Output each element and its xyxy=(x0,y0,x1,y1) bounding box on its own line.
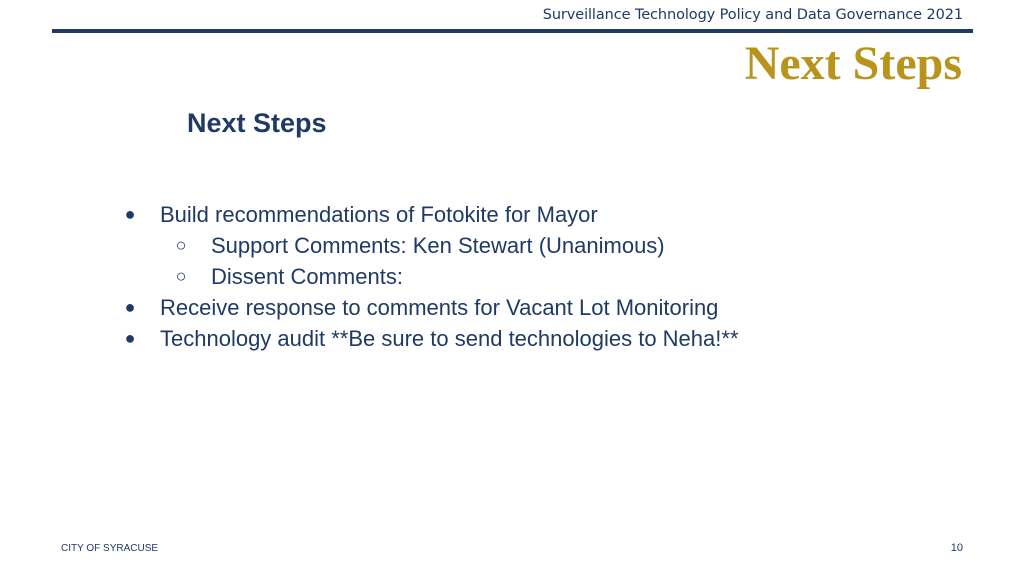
footer-organization: CITY OF SYRACUSE xyxy=(61,543,159,554)
list-item-text: Receive response to comments for Vacant Lot Monitoring xyxy=(160,295,719,320)
list-item-text: Build recommendations of Fotokite for Mayor xyxy=(160,202,598,227)
header-divider xyxy=(52,29,973,33)
list-item-text: Support Comments: Ken Stewart (Unanimous) xyxy=(211,233,665,258)
document-title: Surveillance Technology Policy and Data Governance 2021 xyxy=(542,7,963,23)
list-item-text: Dissent Comments: xyxy=(211,264,403,289)
bullet-hollow-icon: ○ xyxy=(175,235,187,255)
bullet-filled-icon: ● xyxy=(124,204,136,224)
section-heading: Next Steps xyxy=(187,108,327,138)
bullet-filled-icon: ● xyxy=(124,328,136,348)
bullet-hollow-icon: ○ xyxy=(175,266,187,286)
bullet-filled-icon: ● xyxy=(124,297,136,317)
list-item-text: Technology audit **Be sure to send technologies to Neha!** xyxy=(160,326,739,351)
slide-title: Next Steps xyxy=(744,37,962,90)
page-number: 10 xyxy=(950,542,963,554)
